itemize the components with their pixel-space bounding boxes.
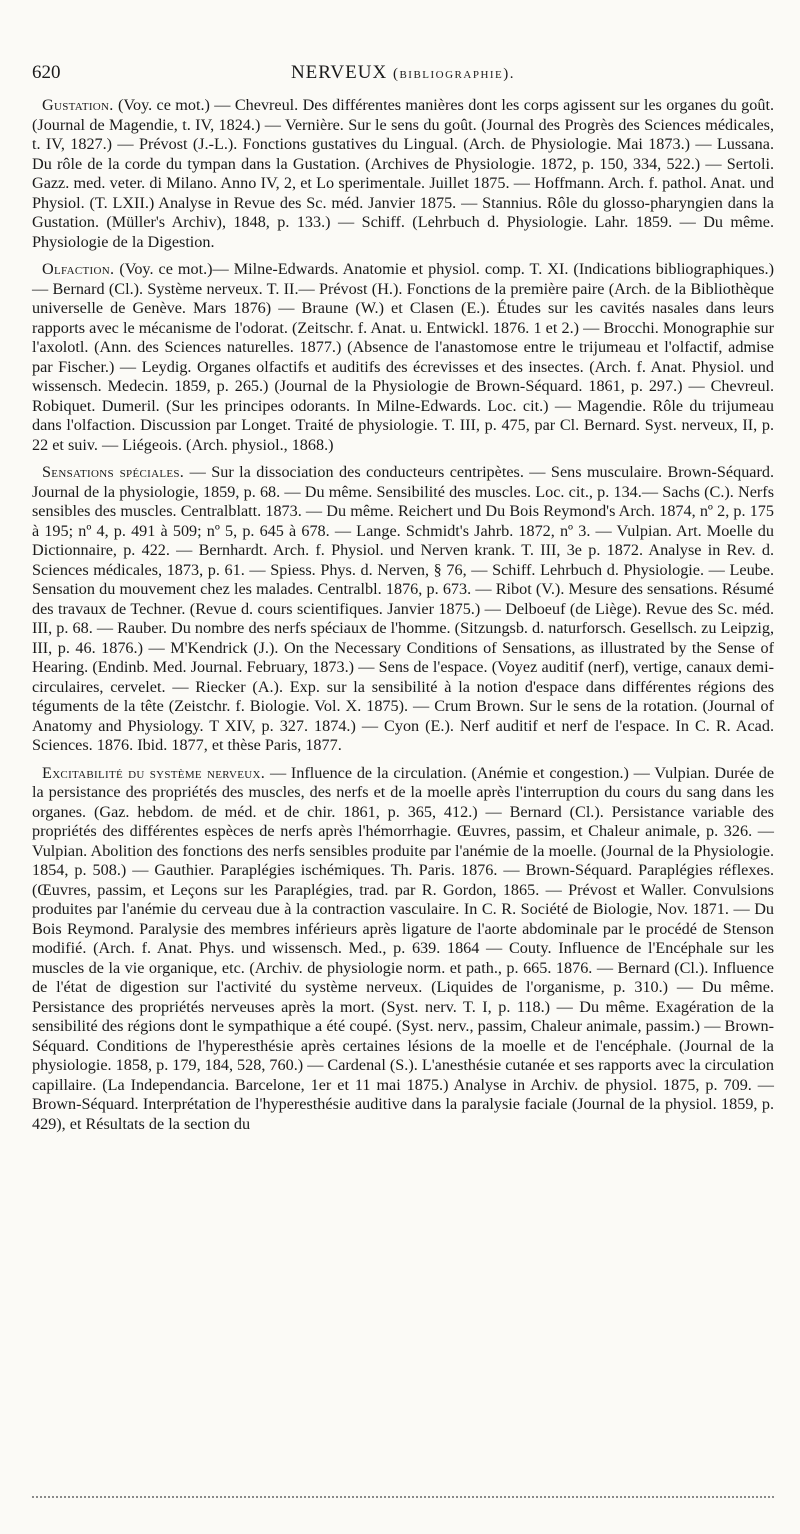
document-page <box>32 62 774 1142</box>
running-title-subtitle: (bibliographie). <box>392 66 516 82</box>
page-number: 620 <box>32 62 61 83</box>
section-gustation <box>32 96 774 252</box>
section-text: — Sur la dissociation des conducteurs centripètes. — Sens musculaire. Brown-Séquard. Journal de la physiologie, 1859, p. 68. — Du même. Sensibilité des muscles. Loc. cit., p. 134.— Sachs (C.). Nerfs sensibles des muscles. Centralblatt. 1873. — Du même. Reichert und Du Bois Reymond's Arch. 1874, nº 2, p. 175 à 195; nº 4, p. 491 à 509; nº 5, p. 645 à 678. — Lange. Schmidt's Jahrb. 1872, nº 3. — Vulpian. Art. Moelle du Dictionnaire, p. 422. — Bernhardt. Arch. f. Physiol. und Nerven krank. T. III, 3e p. 1872. Analyse in Rev. d. Sciences médicales, 1873, p. 61. — Spiess. Phys. d. Nerven, § 76, — Schiff. Lehrbuch d. Physiologie. — Leube. Sensation du mouvement chez les malades. Centralbl. 1876, p. 673. — Ribot (V.). Mesure des sensations. Résumé des travaux de Techner. (Revue d. cours scientifiques. Janvier 1875.) — Delboeuf (de Liège). Revue des Sc. méd. III, p. 68. — Rauber. Du nombre des nerfs spéciaux de l'homme. (Sitzungsb. d. naturforsch. Gesellsch. zu Leipzig, III, p. 46. 1876.) — M'Kendrick (J.). On the Necessary Conditions of Sensations, as illustrated by the Sense of Hearing. (Endinb. Med. Journal. February, 1873.) — Sens de l'espace. (Voyez auditif (nerf), vertige, canaux demi-circulaires, cervelet. — Riecker (A.). Exp. sur la sensibilité à la notion d'espace dans différentes régions des téguments de la tête (Zeistchr. f. Biologie. Vol. X. 1875). — Crum Brown. Sur le sens de la rotation. (Journal of Anatomy and Physiology. T XIV, p. 327. 1874.) — Cyon (E.). Nerf auditif et nerf de l'espace. In C. R. Acad. Sciences. 1876. Ibid. 1877, et thèse Paris, 1877. <box>32 463 775 754</box>
section-heading: Olfaction. <box>42 260 115 278</box>
running-title <box>32 62 774 84</box>
section-text: — Influence de la circulation. (Anémie et congestion.) — Vulpian. Durée de la persistance des propriétés des muscles, des nerfs et de la moelle après l'interruption du cours du sang dans les organes. (Gaz. hebdom. de méd. et de chir. 1861, p. 365, 412.) — Bernard (Cl.). Persistance variable des propriétés des différentes espèces de nerfs après l'hémorrhagie. Œuvres, passim, et Chaleur animale, p. 326. — Vulpian. Abolition des fonctions des nerfs sensibles produite par l'anémie de la moelle. (Journal de la Physiologie. 1854, p. 508.) — Gauthier. Paraplégies ischémiques. Th. Paris. 1876. — Brown-Séquard. Paraplégies réflexes. (Œuvres, passim, et Leçons sur les Paraplégies, trad. par R. Gordon, 1865. — Prévost et Waller. Convulsions produites par l'anémie du cerveau due à la contraction vasculaire. In C. R. Société de Biologie, Nov. 1871. — Du Bois Reymond. Paralysie des membres inférieurs après ligature de l'aorte abdominale par le procédé de Stenson modifié. (Arch. f. Anat. Phys. und wissensch. Med., p. 639. 1864 — Couty. Influence de l'Encéphale sur les muscles de la vie organique, etc. (Archiv. de physiologie norm. et path., p. 665. 1876. — Bernard (Cl.). Influence de l'état de digestion sur l'activité du système nerveux. (Liquides de l'organisme, p. 310.) — Du même. Persistance des propriétés nerveuses après la mort. (Syst. nerv. T. I, p. 118.) — Du même. Exagération de la sensibilité des régions dont le sympathique a été coupé. (Syst. nerv., passim, Chaleur animale, passim.) — Brown-Séquard. Conditions de l'hyperesthésie après certaines lésions de la moelle et de l'encéphale. (Journal de la physiologie. 1858, p. 179, 184, 528, 760.) — Cardenal (S.). L'anesthésie cutanée et ses rapports avec la circulation capillaire. (La Independancia. Barcelone, 1er et 11 mai 1875.) Analyse in Archiv. de physiol. 1875, p. 709. — Brown-Séquard. Interprétation de l'hyperesthésie auditive dans la paralysie faciale (Journal de la physiol. 1859, p. 429), et Résultats de la section du <box>32 763 774 1133</box>
section-sensations-speciales <box>32 463 774 756</box>
running-title-main: NERVEUX <box>290 62 388 83</box>
page-header <box>32 62 774 96</box>
section-excitabilite <box>32 764 774 1135</box>
section-heading: Sensations spéciales. <box>42 463 185 481</box>
section-text: (Voy. ce mot.) — Chevreul. Des différentes manières dont les corps agissent sur les organes du goût. (Journal de Magendie, t. IV, 1824.) — Vernière. Sur le sens du goût. (Journal des Progrès des Sciences médicales, t. IV, 1827.) — Prévost (J.-L.). Fonctions gustatives du Lingual. (Arch. de Physiologie. Mai 1873.) — Lussana. Du rôle de la corde du tympan dans la Gustation. (Archives de Physiologie. 1872, p. 150, 334, 522.) — Sertoli. Gazz. med. veter. di Milano. Anno IV, 2, et Lo sperimentale. Juillet 1875. — Hoffmann. Arch. f. pathol. Anat. und Physiol. (T. LXII.) Analyse in Revue des Sc. méd. Janvier 1875. — Stannius. Rôle du glosso-pharyngien dans la Gustation. (Müller's Archiv), 1848, p. 133.) — Schiff. (Lehrbuch d. Physiologie. Lahr. 1859. — Du même. Physiologie de la Digestion. <box>32 96 774 251</box>
section-olfaction <box>32 260 774 455</box>
section-heading: Excitabilité du système nerveux. <box>42 763 266 782</box>
section-text: (Voy. ce mot.)— Milne-Edwards. Anatomie et physiol. comp. T. XI. (Indications bibliographiques.) — Bernard (Cl.). Système nerveux. T. II.— Prévost (H.). Fonctions de la première paire (Arch. de la Bibliothèque universelle de Genève. Mars 1876) — Braune (W.) et Clasen (E.). Études sur les cavités nasales dans leurs rapports avec le mécanisme de l'odorat. (Zeitschr. f. Anat. u. Entwickl. 1876. 1 et 2.) — Brocchi. Monographie sur l'axolotl. (Ann. des Sciences naturelles. 1877.) (Absence de l'anastomose entre le trijumeau et l'olfactif, admise par Fischer.) — Leydig. Organes olfactifs et auditifs des écrevisses et des insectes. (Arch. f. Anat. Physiol. und wissensch. Medecin. 1859, p. 265.) (Journal de la Physiologie de Brown-Séquard. 1861, p. 297.) — Chevreul. Robiquet. Dumeril. (Sur les principes odorants. In Milne-Edwards. Loc. cit.) — Magendie. Rôle du trijumeau dans l'olfaction. Discussion par Longet. Traité de physiologie. T. III, p. 475, par Cl. Bernard. Syst. nerveux, II, p. 22 et suiv. — Liégeois. (Arch. physiol., 1868.) <box>32 260 774 454</box>
footer-dotted-rule <box>32 1496 774 1498</box>
section-heading: Gustation. <box>42 96 114 114</box>
